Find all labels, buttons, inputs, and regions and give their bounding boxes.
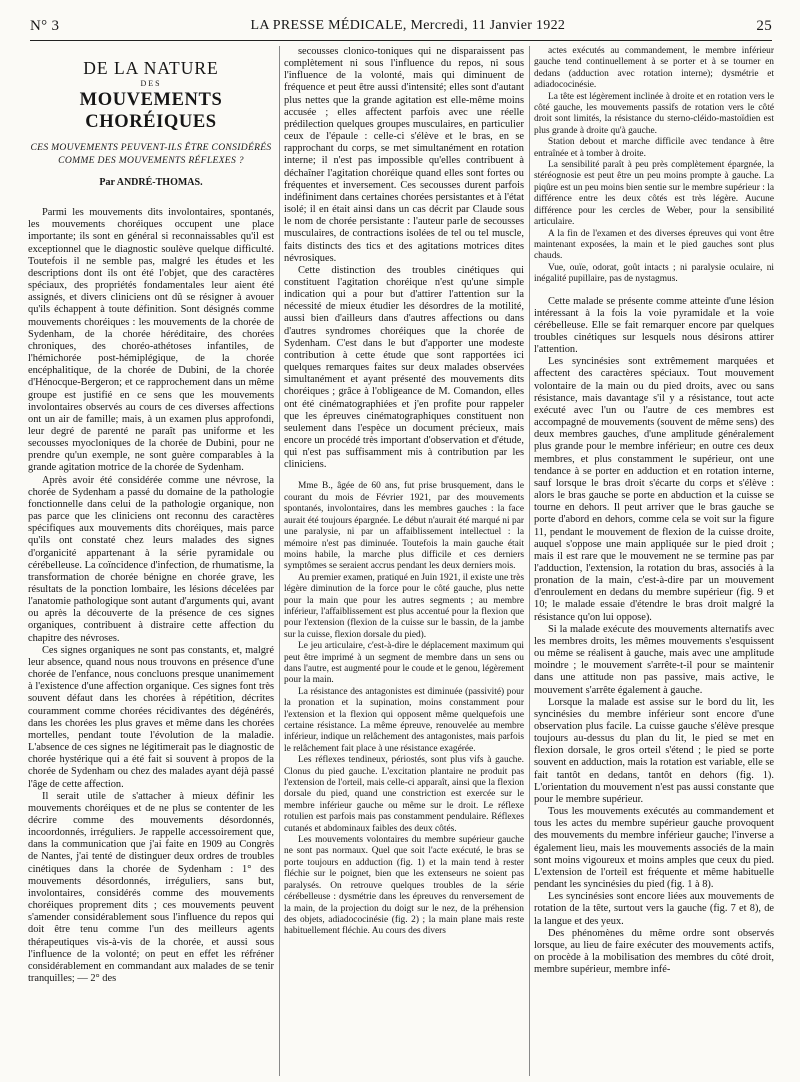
column-divider	[279, 46, 280, 1076]
case-paragraph: actes exécutés au commandement, le membre inférieur gauche tend continuellement à se porter et à se tourner en dedans (adduction avec rotation interne); dysmétrie et adiadococinésie.	[534, 46, 774, 91]
column-2	[284, 46, 524, 1076]
article-subtitle: CES MOUVEMENTS PEUVENT-ILS ÊTRE CONSIDÉRÉS COMME DES MOUVEMENTS RÉFLEXES ?	[30, 142, 272, 166]
column-3	[534, 46, 774, 1076]
paragraph: Tous les mouvements exécutés au commandement et tous les actes du membre supérieur gauche provoquent des mouvements du membre inférieur gauche; l'inverse a également lieu, mais les mouvements associés de la main sont moins vigoureux et moins amples que ceux du pied. L'extension de l'orteil est fréquente et même habituelle pendant les syncinésies du pied (fig. 1 à 8).	[534, 806, 774, 891]
case-paragraph: La sensibilité paraît à peu près complètement épargnée, la stéréognosie est peut être un peu moins prompte à gauche. La piqûre est un peu moins bien sentie sur le membre supérieur : la différence entre les deux côtés est très légère. Aucune différence pour les cercles de Weber, pour la sensibilité articulaire.	[534, 160, 774, 228]
paragraph: Les syncinésies sont extrêmement marquées et affectent des caractères spéciaux. Tout mouvement volontaire de la main ou du pied droits, avec ou sans résistance, mais davantage s'il y a résistance, tout acte exécuté avec l'un ou l'autre de ces membres est accompagné de mouvements (souvent de même sens) des deux membres gauches, d'une amplitude généralement plus grande pour le membre inférieur; en outre ces deux membres, et plus constamment le supérieur, ont une tendance à se porter en adduction et en rotation interne, sauf lorsque le bras droit s'écarte du corps et s'élève : alors le bras gauche se porte en abduction et la cuisse se tourne en dehors. Il peut arriver que le bras gauche se porte d'abord en dehors, comme cela se voit sur la figure 11, pendant le mouvement de flexion de la cuisse droite, auquel s'oppose une main appliquée sur le pied droit ; mais il est rare que le mouvement ne se termine pas par l'adduction, l'extension, la rotation du bras, associés à la pronation de la main, c'est-à-dire par un mouvement d'enroulement en dedans du membre supérieur (fig. 9 et 10; le malade essaie d'étendre le bras droit malgré la résistance qu'on lui oppose).	[534, 356, 774, 623]
case-paragraph: Au premier examen, pratiqué en Juin 1921, il existe une très légère diminution de la force pour le côté gauche, plus nette pour la main que pour les autres segments ; au membre inférieur, l'affaiblissement est plus accentué pour la flexion que pour l'extension (flexion de la cuisse sur le bassin, de la jambe sur la cuisse, flexion dorsale du pied).	[284, 572, 524, 640]
paragraph: Si la malade exécute des mouvements alternatifs avec les membres droits, les mêmes mouvements s'esquissent ou même se réalisent à gauche, mais avec une amplitude moindre ; le mouvement s'arrête-t-il pour se maintenir dans une attitude non pas passive, mais active, le mouvement s'arrête également à gauche.	[534, 623, 774, 696]
paragraph: Des phénomènes du même ordre sont observés lorsque, au lieu de faire exécuter des mouvements actifs, on procède à la mobilisation des membres du côté droit, membre supérieur, membre infé-	[534, 927, 774, 976]
header-rule	[30, 40, 772, 41]
title-line-2: DES	[140, 79, 162, 88]
article-author: Par ANDRÉ-THOMAS.	[99, 177, 203, 188]
page-header	[30, 14, 772, 38]
case-paragraph: Les réflexes tendineux, périostés, sont plus vifs à gauche. Clonus du pied gauche. L'excitation plantaire ne produit pas l'extension de l'orteil, mais celle-ci apparaît, ainsi que la flexion dorsale du pied, quand une constriction est exercée sur le membre inférieur gauche ou même sur le droit. Le réflexe rotulien est parfois mais pas constamment pendulaire. Réflexes cutanés et abdominaux faibles des deux côtés.	[284, 755, 524, 834]
paragraph: secousses clonico-toniques qui ne disparaissent pas complètement ni sous l'influence du repos, ni sous l'influence de la volonté, mais qui diminuent de fréquence et peut être aussi d'intensité; elles sont d'autant plus nettes que la grande agitation est elle-même moins accusée ; elles affectent parfois avec une réelle prédilection quelques groupes musculaires, en particulier ceux de l'épaule : celle-ci s'élève et le bras, en se rapprochant du corps, se met simultanément en rotation interne; il n'est pas impossible qu'elles contribuent à déchaîner l'agitation choréique quand elles sont fortes ou fréquentes et inversement. Ces secousses durent parfois indéfiniment dans certaines chorées persistantes et à l'état isolé; il en était ainsi dans un cas décrit par Claude sous le nom de chorée persistante : l'auteur parle de secousses musculaires, de contractions isolées de tel ou tel muscle, faits distincts des tics et des agitations motrices dites névrosiques.	[284, 46, 524, 264]
column-divider	[529, 46, 530, 1076]
case-paragraph: Vue, ouïe, odorat, goût intacts ; ni paralysie oculaire, ni inégalité pupillaire, pas de nystagmus.	[534, 262, 774, 285]
page-number: 25	[756, 17, 772, 34]
case-paragraph: A la fin de l'examen et des diverses épreuves qui vont être maintenant exposées, la main et le pied gauches sont plus chauds.	[534, 228, 774, 262]
case-paragraph: La résistance des antagonistes est diminuée (passivité) pour la pronation et la supination, moins constamment pour l'extension et la flexion qui opposent même quelquefois une certaine résistance. La même épreuve, renouvelée au membre inférieur, indique un relâchement des antagonistes, mais parfois le relâchement fait place à une résistance exagérée.	[284, 686, 524, 754]
paragraph: Après avoir été considérée comme une névrose, la chorée de Sydenham a passé du domaine de la pathologie fonctionnelle dans celui de la pathologie organique, non pas parce que les cliniciens ont reconnu des caractères spécifiques aux mouvements dits choréiques, mais parce qu'ils ont constaté chez leurs malades des signes d'organicité appartenant à la série pyramidale ou cérébelleuse. La coïncidence d'infection, de rhumatisme, la transformation de chorée bénigne en chorée grave, les résultats de la ponction lombaire, les lésions décelées par l'anatomie pathologique sont autant d'arguments qui, avant ou après la découverte de la présence de ces signes organiques, contribuent à distraire cette affection du chapitre des névroses.	[28, 474, 274, 644]
paragraph: Les syncinésies sont encore liées aux mouvements de rotation de la tête, surtout vers la gauche (fig. 7 et 8), de la langue et des yeux.	[534, 891, 774, 927]
case-paragraph: Le jeu articulaire, c'est-à-dire le déplacement maximum qui peut être imprimé à un segment de membre dans un sens ou dans l'autre, est augmenté pour le coude et le genou, légèrement pour la main.	[284, 641, 524, 686]
title-line-3: MOUVEMENTS CHORÉIQUES	[79, 90, 223, 132]
case-paragraph: Les mouvements volontaires du membre supérieur gauche ne sont pas normaux. Quel que soit l'acte exécuté, le bras se porte toujours en adduction (fig. 1) et la main tend à rester fléchie sur le poignet, bien que les extenseurs ne soient pas paralysés. On retrouve quelques troubles de la série cérébelleuse : dysmétrie dans les épreuves du renversement de la main, de la projection du doigt sur le nez, de la préhension des objets, adiadococinésie (fig. 2) ; la main plane mais reste habituellement fléchie. Au cours des divers	[284, 835, 524, 937]
case-paragraph: La tête est légèrement inclinée à droite et en rotation vers le côté gauche, les mouvements passifs de rotation vers le côté droit sont limités, la résistance du sterno-cléido-mastoïdien est plus grande à droite qu'à gauche.	[534, 91, 774, 136]
paragraph: Ces signes organiques ne sont pas constants, et, malgré leur absence, quand nous nous trouvons en présence d'une chorée de l'enfance, nous concluons presque unanimement à l'existence d'une affection organique. Ces signes font très souvent défaut dans les chorées à répétition, décrites couramment comme chorées récidivantes des dégénérés, dans les chorées les plus graves et même dans les chorées mortelles, pendant toute l'évolution de la maladie. L'absence de ces signes ne légitimerait pas le diagnostic de chorée hystérique qui a été fait si souvent à propos de la chorée de Sydenham ou chez des malades ayant déjà passé l'âge de cette affection.	[28, 644, 274, 790]
case-paragraph: Mme B., âgée de 60 ans, fut prise brusquement, dans le courant du mois de Février 1921, par des mouvements spontanés, involontaires, dans les membres gauches : la face aurait été toujours épargnée. Le début n'aurait été marqué ni par une paralysie, ni par un affaiblissement intellectuel : la mémoire n'est pas diminuée. Toutefois la main gauche était moins habile, la marche plus difficile et ces derniers symptômes se seraient accrus pendant les deux derniers mois.	[284, 481, 524, 572]
paragraph: Cette malade se présente comme atteinte d'une lésion intéressant à la fois la voie pyramidale et la voie cérébelleuse. Elle se fait remarquer encore par quelques troubles cinétiques sur lesquels nous désirons attirer l'attention.	[534, 295, 774, 356]
article-title	[28, 58, 274, 133]
paragraph: Cette distinction des troubles cinétiques qui constituent l'agitation choréique n'est qu'une simple indication qui a pour but d'attirer l'attention sur la nécessité de mieux étudier les désordres de la motilité, aussi bien d'ailleurs dans d'autres affections ou dans d'autres syndromes choréiques que la chorée de Sydenham. C'est dans le but d'apporter une modeste contribution à cette étude que sont rapportées ici quelques remarques faites sur deux malades observées simultanément et ayant présenté des mouvements dits choréiques ; grâce à l'obligeance de M. Comandon, elles ont été cinématographiées et j'en profite pour rappeler que les épreuves cinématographiques constituent non seulement dans l'espèce un document précieux, mais encore un procédé très important d'observation et d'étude, qui n'est pas suffisamment mis à contribution par les cliniciens.	[284, 264, 524, 471]
column-1	[28, 46, 274, 1076]
paragraph: Parmi les mouvements dits involontaires, spontanés, les mouvements choréiques occupent une place importante; ils sont en général si reconnaissables qu'il est exceptionnel que le diagnostic soulève quelque difficulté. Toutefois il ne semble pas, malgré les études et les descriptions dont ils ont été l'objet, que des caractères spéciaux, des propriétés fondamentales leur aient été assignés, et divers cliniciens ont dû se résigner à avouer qu'ils échappent à toute définition. Sont désignés comme mouvements choréiques : les mouvements de la chorée de Sydenham, de la chorée héréditaire, des chorées chroniques, des choréo-athétoses infantiles, de l'hémichorée post-hémiplégique, de la chorée encéphalitique, de la chorée de Dubini, de la chorée d'Hénocque-Bergeron; et ce rapprochement dans un même groupe est justifié en ce sens que les mouvements involontaires observés au cours de ces diverses affections ont un air de famille; mais, à un examen plus approfondi, leur degré de parenté ne paraît pas uniforme et les secousses myocloniques de la chorée de Dubini, pour ne prendre qu'un exemple, ne sont guère comparables à la grande agitation motrice de la chorée de Sydenham.	[28, 207, 274, 474]
title-line-1: DE LA NATURE	[83, 58, 219, 78]
issue-number: N° 3	[30, 17, 60, 34]
journal-title: LA PRESSE MÉDICALE, Mercredi, 11 Janvier 1922	[250, 18, 566, 33]
paragraph: Il serait utile de s'attacher à mieux définir les mouvements choréiques et de ne plus se contenter de les décrire comme des mouvements désordonnés, incoordonnés, irréguliers. Je rappelle accessoirement que, dans la communication que j'ai faite en 1909 au Congrès de Nantes, j'ai tenté de distinguer deux ordres de troubles cinétiques dans la chorée de Sydenham : 1° des mouvements désordonnés, irréguliers, sans but, involontaires, considérés comme des mouvements choréiques proprement dits ; ces mouvements peuvent s'amender considérablement sous l'influence du repos qui doit être tenu comme l'un des meilleurs agents thérapeutiques vis-à-vis de la chorée, et aussi sous l'influence de la volonté; on peut en effet les réfréner considérablement en commandant aux malades de se tenir tranquilles; — 2° des	[28, 790, 274, 984]
case-paragraph: Station debout et marche difficile avec tendance à être entraînée et à tomber à droite.	[534, 137, 774, 159]
paragraph: Lorsque la malade est assise sur le bord du lit, les syncinésies du membre inférieur sont encore d'une observation plus facile. La cuisse gauche s'élève presque toujours au-dessus du plan du lit, le pied se met en flexion dorsale, le gros orteil s'étend ; le pied se porte souvent en adduction, mais la rotation est variable, elle se fait tantôt en dedans, tantôt en dehors (fig. 1). L'orientation du mouvement n'est pas aussi constante que pour le membre supérieur.	[534, 696, 774, 805]
